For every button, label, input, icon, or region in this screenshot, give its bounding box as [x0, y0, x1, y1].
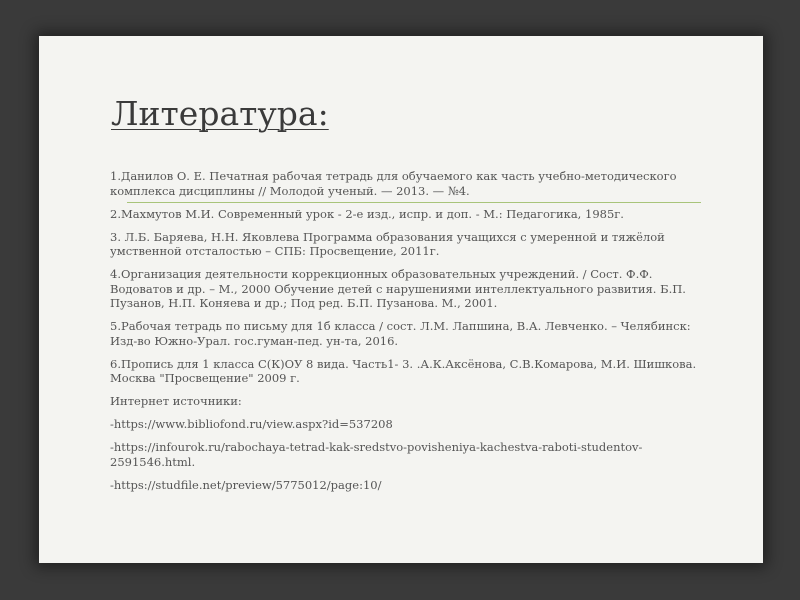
slide-page — [39, 36, 763, 563]
reference-link: -https://www.bibliofond.ru/view.aspx?id=537208 — [110, 417, 393, 431]
reference-item: 4.Организация деятельности коррекционных образовательных учреждений. / Сост. Ф.Ф. Водоватов и др. – М., 2000 Обучение детей с нарушениями интеллектуального развития. Б.П. Пузанов, Н.П. Коняева и др.; Под ред. Б.П. Пузанова. М., 2001. — [110, 267, 686, 310]
reference-list — [110, 169, 710, 501]
reference-item: 2.Махмутов М.И. Современный урок - 2-е изд., испр. и доп. - М.: Педагогика, 1985г. — [110, 206, 624, 221]
reference-link: -https://studfile.net/preview/5775012/page:10/ — [110, 477, 382, 492]
reference-item: 3. Л.Б. Баряева, Н.Н. Яковлева Программа образования учащихся с умеренной и тяжёлой умственной отсталостью – СПБ: Просвещение, 2011г. — [110, 229, 665, 258]
internet-sources-heading: Интернет источники: — [110, 394, 242, 408]
reference-item: 5.Рабочая тетрадь по письму для 1б класса / сост. Л.М. Лапшина, В.А. Левченко. – Челябинск: Изд-во Южно-Урал. гос.гуман-пед. ун-та, 2016. — [110, 319, 691, 348]
reference-item: 1.Данилов О. Е. Печатная рабочая тетрадь для обучаемого как часть учебно-методического комплекса дисциплины // Молодой ученый. — 2013. — №4. — [110, 169, 677, 198]
reference-link: -https://infourok.ru/rabochaya-tetrad-kak-sredstvo-povisheniya-kachestva-raboti-studentov-2591546.html. — [110, 440, 643, 469]
slide-title: Литература: — [111, 94, 329, 133]
reference-item: 6.Пропись для 1 класса С(К)ОУ 8 вида. Часть1- 3. .А.К.Аксёнова, С.В.Комарова, М.И. Шишкова. Москва "Просвещение" 2009 г. — [110, 356, 697, 385]
